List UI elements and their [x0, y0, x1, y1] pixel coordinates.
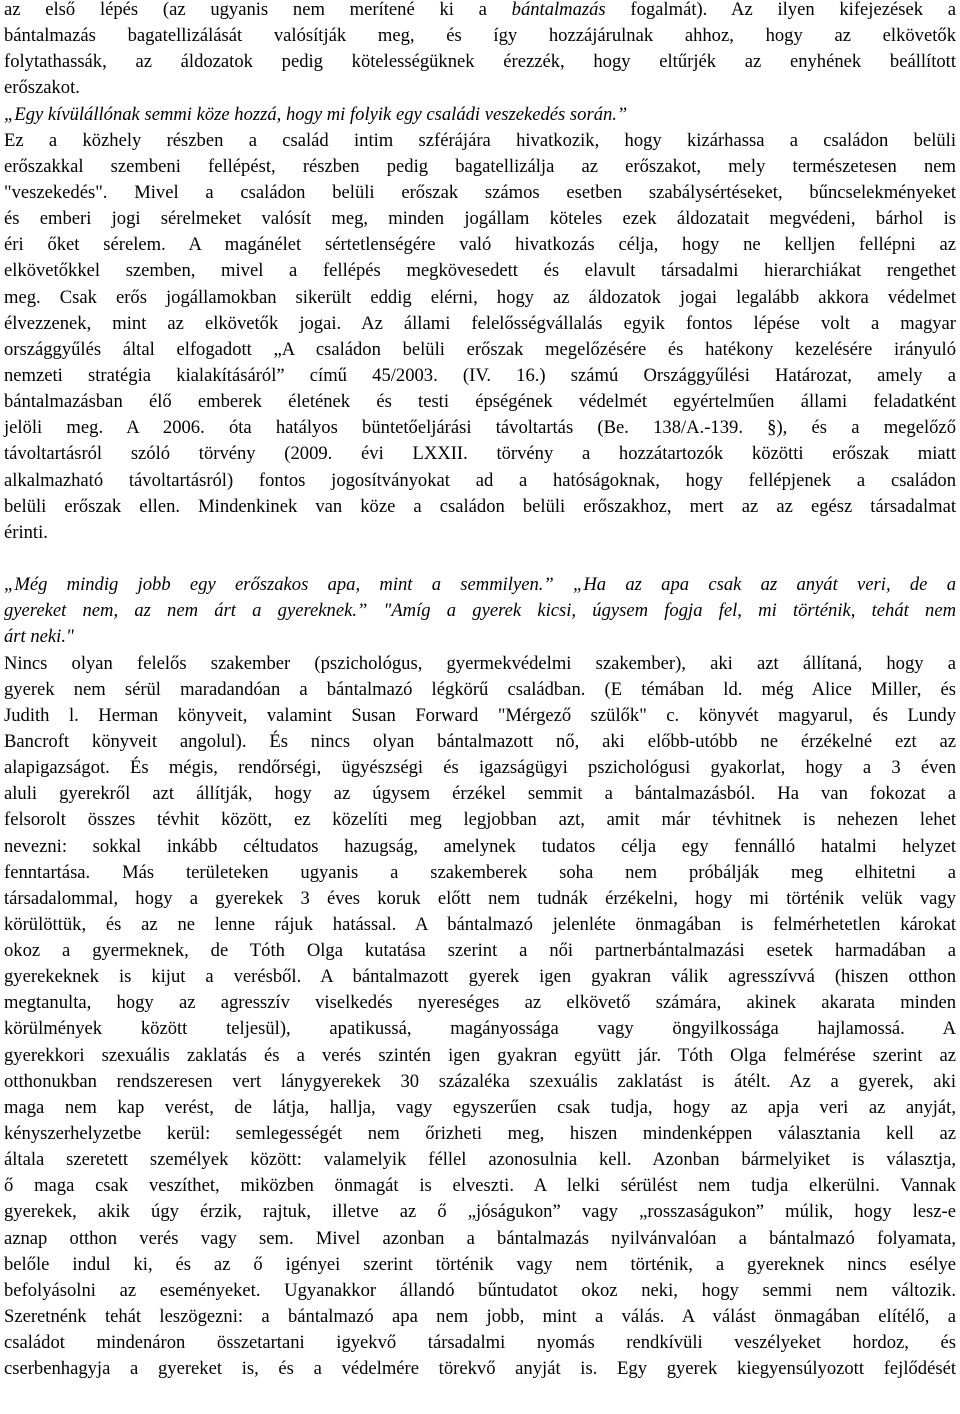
text-line: Judith l. Herman könyveit, valamint Susan Forward "Mérgező szülők" c. könyvét magyarul, és Lundy — [4, 704, 956, 726]
text-line: bántalmazásban élő emberek életének és testi épségének védelmét egyértelműen állami feladatként — [4, 391, 956, 413]
text-line: körülmények között teljesül), apatikussá, magányossága vagy öngyilkossága hajlamossá. A — [4, 1018, 956, 1040]
text-line: nemzeti stratégia kialakításáról” című 45/2003. (IV. 16.) számú Országgyűlési Határozat, amely a — [4, 364, 956, 386]
text-line: árt neki." — [4, 626, 74, 648]
text-line: az első lépés (az ugyanis nem merítené ki a bántalmazás fogalmát). Az ilyen kifejezések a — [4, 0, 956, 20]
paragraph-gap — [4, 546, 956, 572]
text-line: általa szeretett személyek között: valamelyik féllel azonosulnia kell. Azonban bármelyiket is választja, — [4, 1149, 956, 1171]
text-line: aluli gyerekről azt állítják, hogy az úgysem érzékel semmit a bántalmazásból. Ha van fokozat a — [4, 783, 956, 805]
text-line: alapigazságot. És mégis, rendőrségi, ügyészségi és igazságügyi pszichológusi gyakorlat, hogy a 3 éven — [4, 757, 956, 779]
text-line: Bancroft könyveit angolul). És nincs olyan bántalmazott nő, aki előbb-utóbb ne érzékelné ezt az — [4, 730, 956, 752]
text-line: bántalmazás bagatellizálását valósítják meg, és így hozzájárulnak ahhoz, hogy az elkövetők — [4, 25, 956, 47]
text-line: gyerekkori szexuális zaklatás és a verés szintén igen gyakran együtt jár. Tóth Olga felmérése szerint az — [4, 1044, 956, 1066]
text-line: folytathassák, az áldozatok pedig kötelességüknek érezzék, hogy eltűrjék az enyhének beállított — [4, 51, 956, 73]
text-line: meg. Csak erős jogállamokban sikerült eddig elérni, hogy az áldozatok jogai legalább akkora védelmet — [4, 286, 956, 308]
text-line: jelöli meg. A 2006. óta hatályos büntetőeljárási távoltartás (Be. 138/A.-139. §), és a megelőző — [4, 417, 956, 439]
text-line: nevezni: sokkal inkább céltudatos hazugság, amelynek tudatos célja egy fennálló hatalmi helyzet — [4, 835, 956, 857]
text-line: Szeretnénk tehát leszögezni: a bántalmazó apa nem jobb, mint a válás. A válást önmagában elítélő, a — [4, 1306, 956, 1328]
text-line: körülöttük, és az ne lenne rájuk hatással. A bántalmazó jelenléte önmagában is felmérhetetlen károkat — [4, 913, 956, 935]
text-line: alkalmazható távoltartásról) fontos jogosítványokat ad a hatóságoknak, hogy fellépjenek a családon — [4, 469, 956, 491]
text-line: otthonukban rendszeresen vert lánygyerekek 30 százaléka szexuális zaklatást is átélt. Az a gyerek, aki — [4, 1070, 956, 1092]
document-body — [4, 0, 956, 1382]
text-line: gyerek nem sérül maradandóan a bántalmazó légkörű családban. (E témában ld. még Alice Miller, és — [4, 678, 956, 700]
text-line: befolyásolni az eseményeket. Ugyanakkor állandó bűntudatot okoz neki, hogy semmi nem változik. — [4, 1279, 956, 1301]
text-line: aznap otthon verés vagy sem. Mivel azonban a bántalmazás nyilvánvalóan a bántalmazó folyamata, — [4, 1227, 956, 1249]
text-line: és emberi jogi sérelmeket valósít meg, minden jogállam köteles ezek áldozatait megvédeni, bárhol is — [4, 208, 956, 230]
text-line: „Még mindig jobb egy erőszakos apa, mint a semmilyen.” „Ha az apa csak az anyát veri, de a — [4, 574, 956, 596]
text-line: kényszerhelyzetbe kerül: semlegességét nem őrizheti meg, hiszen mindenképpen választania kell az — [4, 1123, 956, 1145]
text-line: társadalommal, hogy a gyerekek 3 éves koruk előtt nem tudnák érzékelni, hogy mi történik velük vagy — [4, 887, 956, 909]
text-line: erőszakkal szembeni fellépést, részben pedig bagatellizálja az erőszakot, mely természetesen nem — [4, 155, 956, 177]
text-line: erőszakot. — [4, 77, 80, 99]
paragraph-1 — [4, 0, 956, 102]
text-line: Ez a közhely részben a család intim szférájára hivatkozik, hogy kizárhassa a családon belüli — [4, 129, 956, 151]
text-line: cserbenhagyja a gyereket is, és a védelmére törekvő anyját is. Egy gyerek kiegyensúlyozott fejlődését — [4, 1358, 956, 1380]
text-line: maga nem kap verést, de látja, hallja, vagy egyszerűen csak tudja, hogy az apja veri az anyját, — [4, 1096, 956, 1118]
text-line: távoltartásról szóló törvény (2009. évi LXXII. törvény a hozzátartozók közötti erőszak miatt — [4, 443, 956, 465]
text-line: megtanulta, hogy az agresszív viselkedés nyereséges az elkövető számára, akinek akarata minden — [4, 992, 956, 1014]
text-line: okoz a gyermeknek, de Tóth Olga kutatása szerint a női partnerbántalmazási esetek harmadában a — [4, 940, 956, 962]
paragraph-3 — [4, 651, 956, 1383]
quote-1: „Egy kívülállónak semmi köze hozzá, hogy mi folyik egy családi veszekedés során.” — [4, 103, 628, 125]
text-line: éri őket sérelem. A magánélet sértetlenségére való hivatkozás célja, hogy ne kelljen fellépni az — [4, 234, 956, 256]
text-line: ő maga csak veszíthet, miközben önmagát is elveszti. A lelki sérülést nem tudja elkerülni. Vannak — [4, 1175, 956, 1197]
text-line: országgyűlés által elfogadott „A családon belüli erőszak megelőzésére és hatékony kezelésére irányuló — [4, 338, 956, 360]
text-line: fenntartása. Más területeken ugyanis a szakemberek soha nem próbálják meg elhitetni a — [4, 861, 956, 883]
text-line: belüli erőszak ellen. Mindenkinek van köze a családon belüli erőszakhoz, mert az az egész társadalmat — [4, 495, 956, 517]
text-line: gyereket nem, az nem árt a gyereknek.” "Amíg a gyerek kicsi, úgysem fogja fel, mi történik, tehát nem — [4, 600, 956, 622]
text-line: családot mindenáron összetartani igyekvő társadalmi nyomás rendkívüli veszélyeket hordoz, és — [4, 1332, 956, 1354]
paragraph-2 — [4, 128, 956, 546]
quote-2 — [4, 572, 956, 650]
text-line: gyerekek, akik úgy érzik, rajtuk, illetve az ő „jóságukon” vagy „rosszaságukon” múlik, hogy lesz-e — [4, 1201, 956, 1223]
text-line: gyerekeknek is kijut a verésből. A bántalmazott gyerek igen gyakran válik agresszívvá (hiszen otthon — [4, 966, 956, 988]
text-line: "veszekedés". Mivel a családon belüli erőszak számos esetben szabálysértéseket, bűncselekményeket — [4, 181, 956, 203]
text-line: belőle indul ki, és az ő igényei szerint történik vagy nem történik, a gyereknek nincs esélye — [4, 1253, 956, 1275]
text-line: felsorolt összes tévhit között, ez közelíti meg legjobban azt, amit már tévhitnek is nehezen lehet — [4, 809, 956, 831]
text-line: érinti. — [4, 521, 48, 543]
text-line: elkövetőkkel szemben, mivel a fellépés megkövesedett és elavult társadalmi hierarchiákat rengethet — [4, 260, 956, 282]
text-line: Nincs olyan felelős szakember (pszichológus, gyermekvédelmi szakember), aki azt állítaná, hogy a — [4, 652, 956, 674]
text-line: élvezzenek, mint az elkövetők jogai. Az állami felelősségvállalás egyik fontos lépése volt a magyar — [4, 312, 956, 334]
emphasis: bántalmazás — [511, 0, 606, 20]
